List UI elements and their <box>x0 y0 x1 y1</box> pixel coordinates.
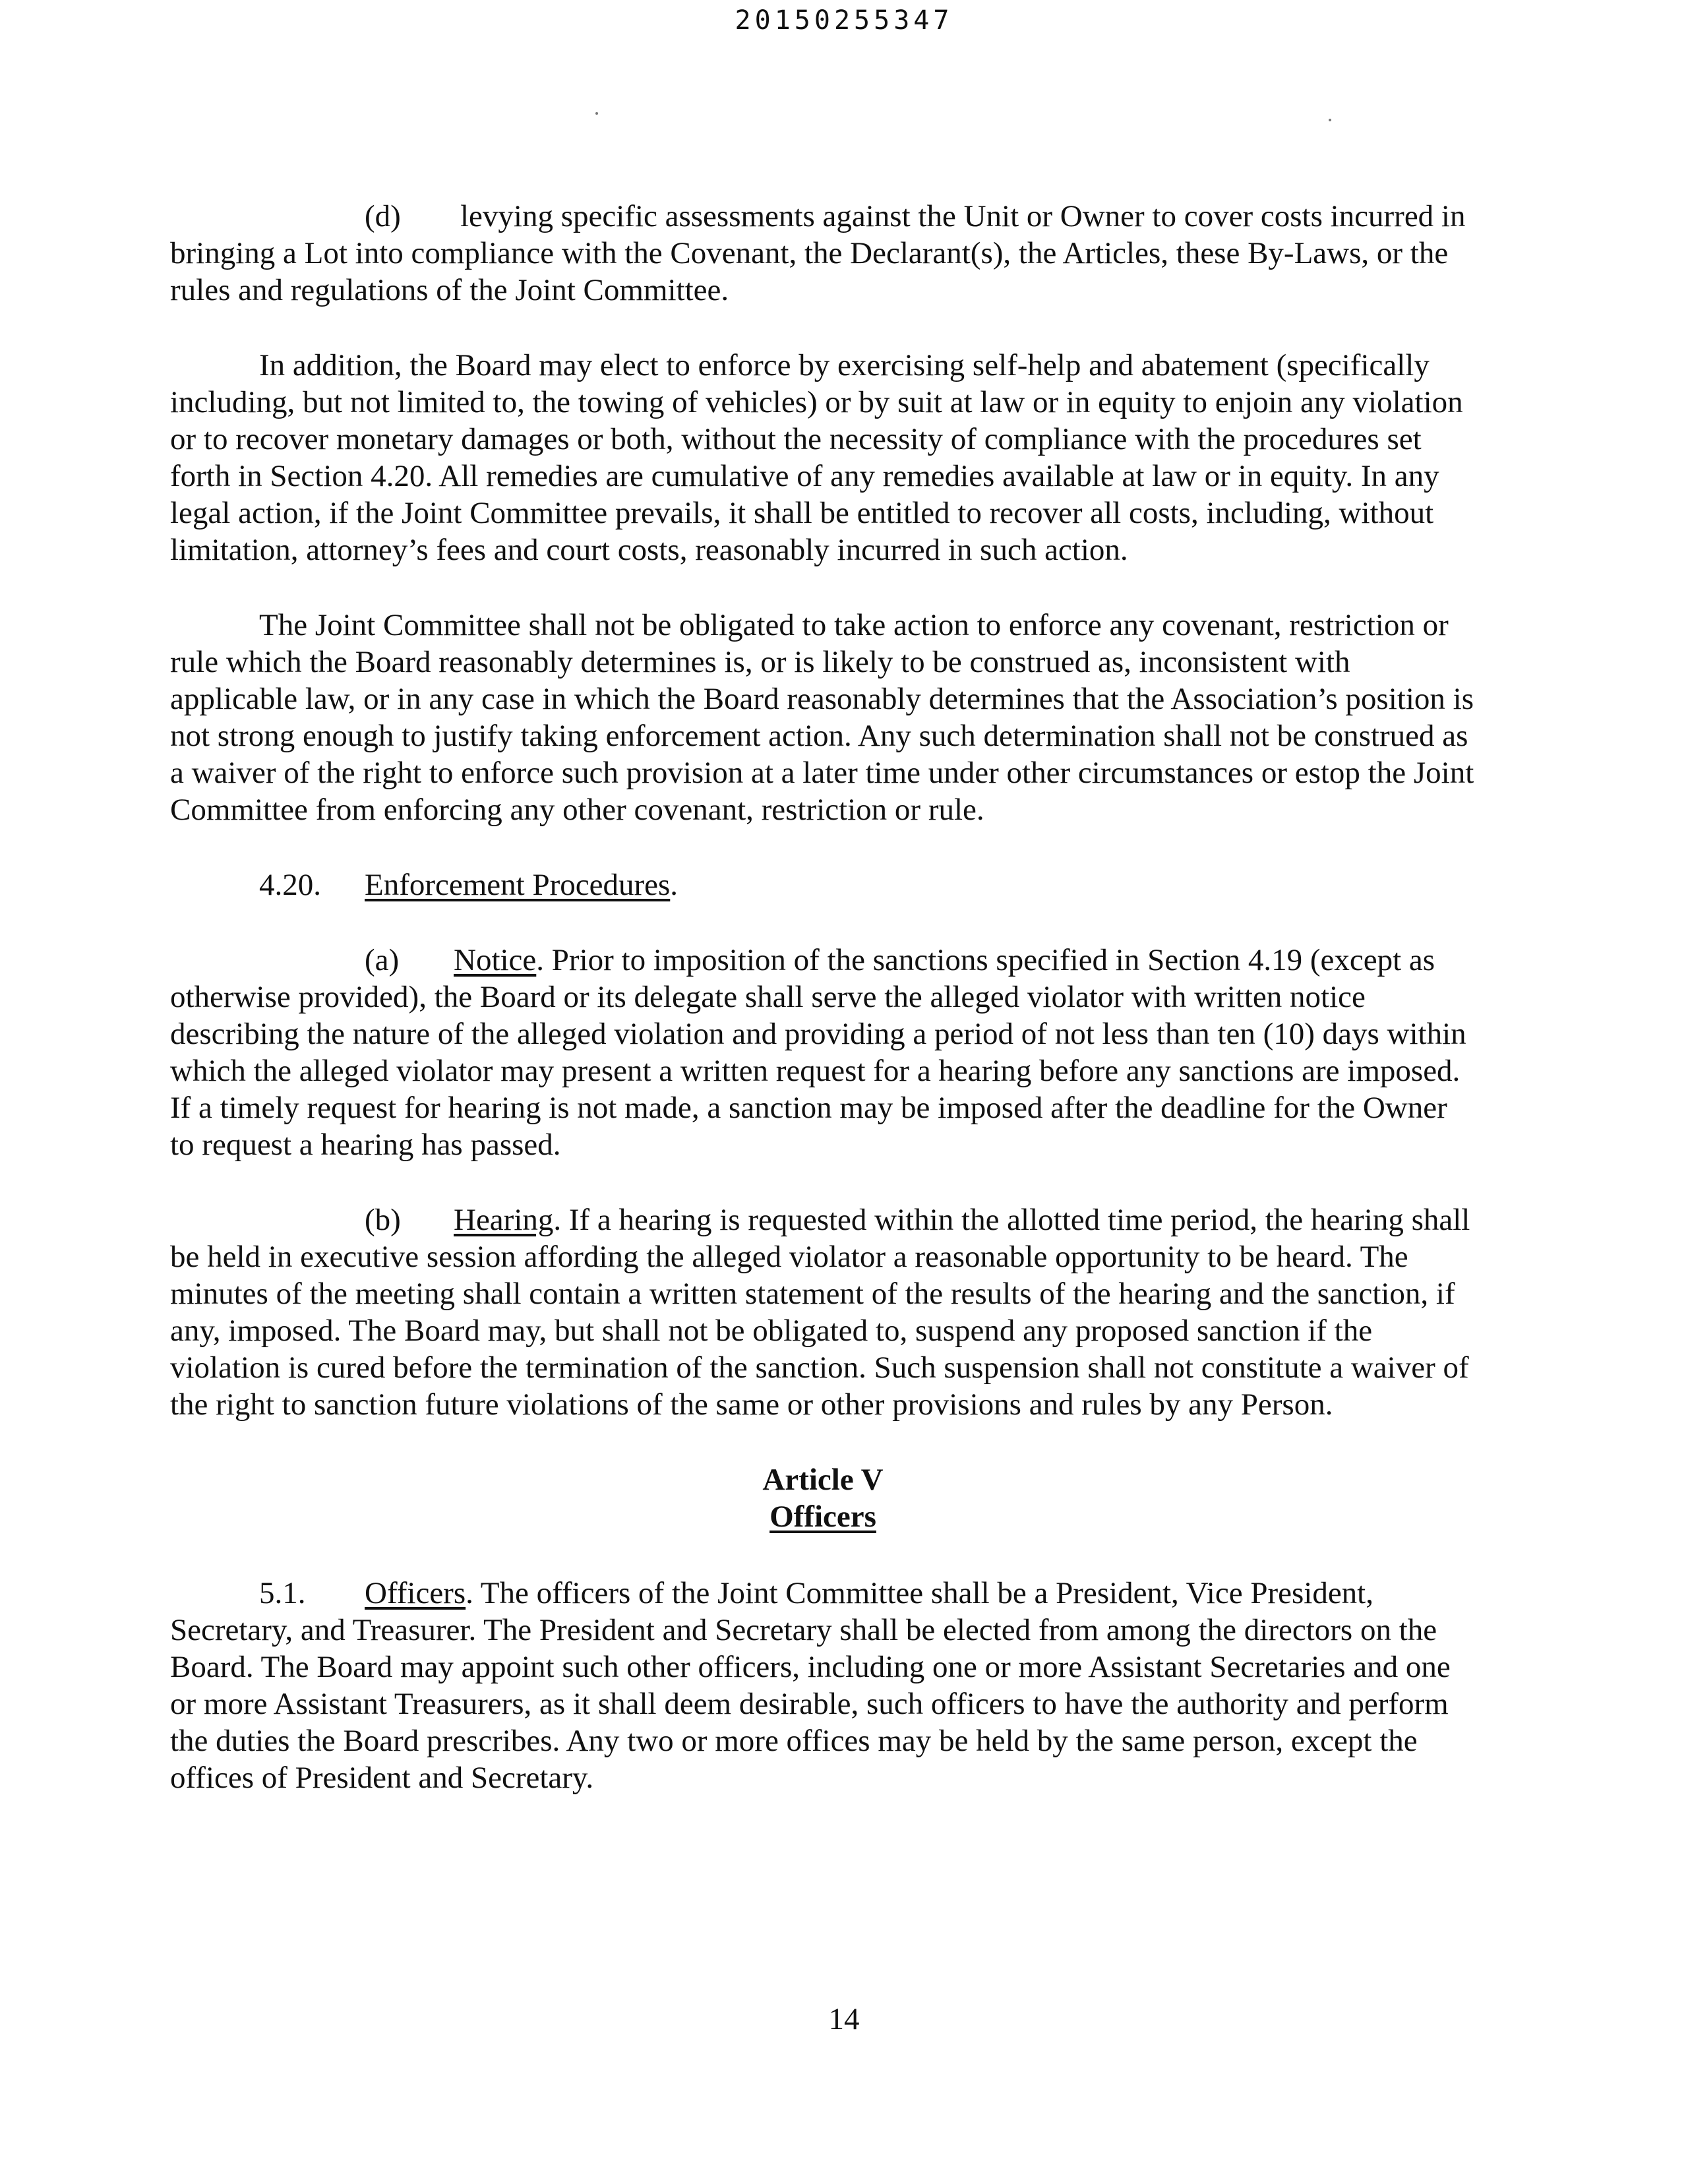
paragraph-d-text: levying specific assessments against the Unit or Owner to cover costs incurred in bringing a Lot into compliance with the Covenant, the Declarant(s), the Articles, these By-Laws, or the rules and regulations of the Joint Committee. <box>170 199 1466 307</box>
section-4-20-heading <box>170 866 1476 903</box>
hearing-text: . If a hearing is requested within the allotted time period, the hearing shall be held in executive session affording the alleged violator a reasonable opportunity to be heard. The minutes of the meeting shall contain a written statement of the results of the hearing and the sanction, if any, imposed. The Board may, but shall not be obligated to, suspend any proposed sanction if the violation is cured before the termination of the sanction. Such suspension shall not constitute a waiver of the right to sanction future violations of the same or other provisions and rules by any Person. <box>170 1203 1470 1422</box>
notice-text: . Prior to imposition of the sanctions specified in Section 4.19 (except as otherwise provided), the Board or its delegate shall serve the alleged violator with written notice describing the nature of the alleged violation and providing a period of not less than ten (10) days within which the alleged violator may present a written request for a hearing before any sanctions are imposed. If a timely request for hearing is not made, a sanction may be imposed after the deadline for the Owner to request a hearing has passed. <box>170 943 1466 1162</box>
page-number: 14 <box>828 2002 860 2036</box>
paragraph-addition: In addition, the Board may elect to enforce by exercising self-help and abatement (specifically including, but not limited to, the towing of vehicles) or by suit at law or in equity to enjoin any violation or to recover monetary damages or both, without the necessity of compliance with the procedures set forth in Section 4.20. All remedies are cumulative of any remedies available at law or in equity. In any legal action, if the Joint Committee prevails, it shall be entitled to recover all costs, including, without limitation, attorney’s fees and court costs, reasonably incurred in such action. <box>170 348 1463 567</box>
document-number: 20150255347 <box>735 5 953 36</box>
document-body <box>170 198 1476 1835</box>
article-heading-block <box>170 1461 1476 1535</box>
section-number: 4.20. <box>259 868 321 902</box>
section-number: 5.1. <box>259 1576 306 1610</box>
paragraph-a-notice <box>170 942 1476 1163</box>
notice-title: Notice <box>454 943 537 977</box>
officers-title: Officers <box>365 1576 466 1610</box>
officers-text: . The officers of the Joint Committee shall be a President, Vice President, Secretary, and Treasurer. The President and Secretary shall be elected from among the directors on the Board. The Board may appoint such other officers, including one or more Assistant Secretaries and one or more Assistant Treasurers, as it shall deem desirable, such officers to have the authority and perform the duties the Board prescribes. Any two or more offices may be held by the same person, except the offices of President and Secretary. <box>170 1576 1451 1795</box>
paragraph-not-obligated: The Joint Committee shall not be obligated to take action to enforce any covenant, restriction or rule which the Board reasonably determines is, or is likely to be construed as, inconsistent with applicable law, or in any case in which the Board reasonably determines that the Association’s position is not strong enough to justify taking enforcement action. Any such determination shall not be construed as a waiver of the right to enforce such provision at a later time under other circumstances or estop the Joint Committee from enforcing any other covenant, restriction or rule. <box>170 608 1474 827</box>
scan-speck <box>595 112 598 115</box>
item-label-b: (b) <box>365 1203 401 1237</box>
hearing-title: Hearing <box>454 1203 554 1237</box>
article-subheading: Officers <box>769 1500 876 1534</box>
section-title-end: . <box>670 868 678 902</box>
paragraph-b-hearing <box>170 1201 1476 1423</box>
item-label-a: (a) <box>365 943 400 977</box>
section-5-1 <box>170 1575 1476 1796</box>
paragraph-d <box>170 198 1476 309</box>
item-label-d: (d) <box>365 199 401 233</box>
section-title: Enforcement Procedures <box>365 868 671 902</box>
article-heading: Article V <box>762 1463 884 1497</box>
scan-speck <box>1329 119 1331 121</box>
